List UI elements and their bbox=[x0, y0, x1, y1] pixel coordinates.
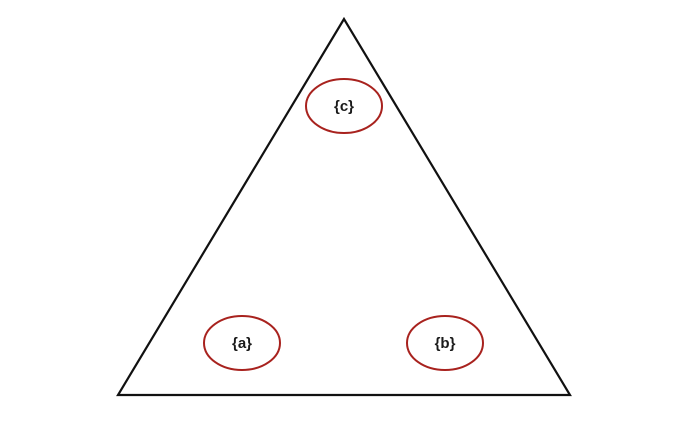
node-c bbox=[306, 79, 382, 133]
outer-triangle bbox=[118, 19, 570, 395]
node-a-label: {a} bbox=[231, 335, 253, 352]
node-b-label: {b} bbox=[434, 335, 456, 352]
node-b bbox=[407, 316, 483, 370]
node-a bbox=[204, 316, 280, 370]
node-c-label: {c} bbox=[333, 98, 355, 115]
